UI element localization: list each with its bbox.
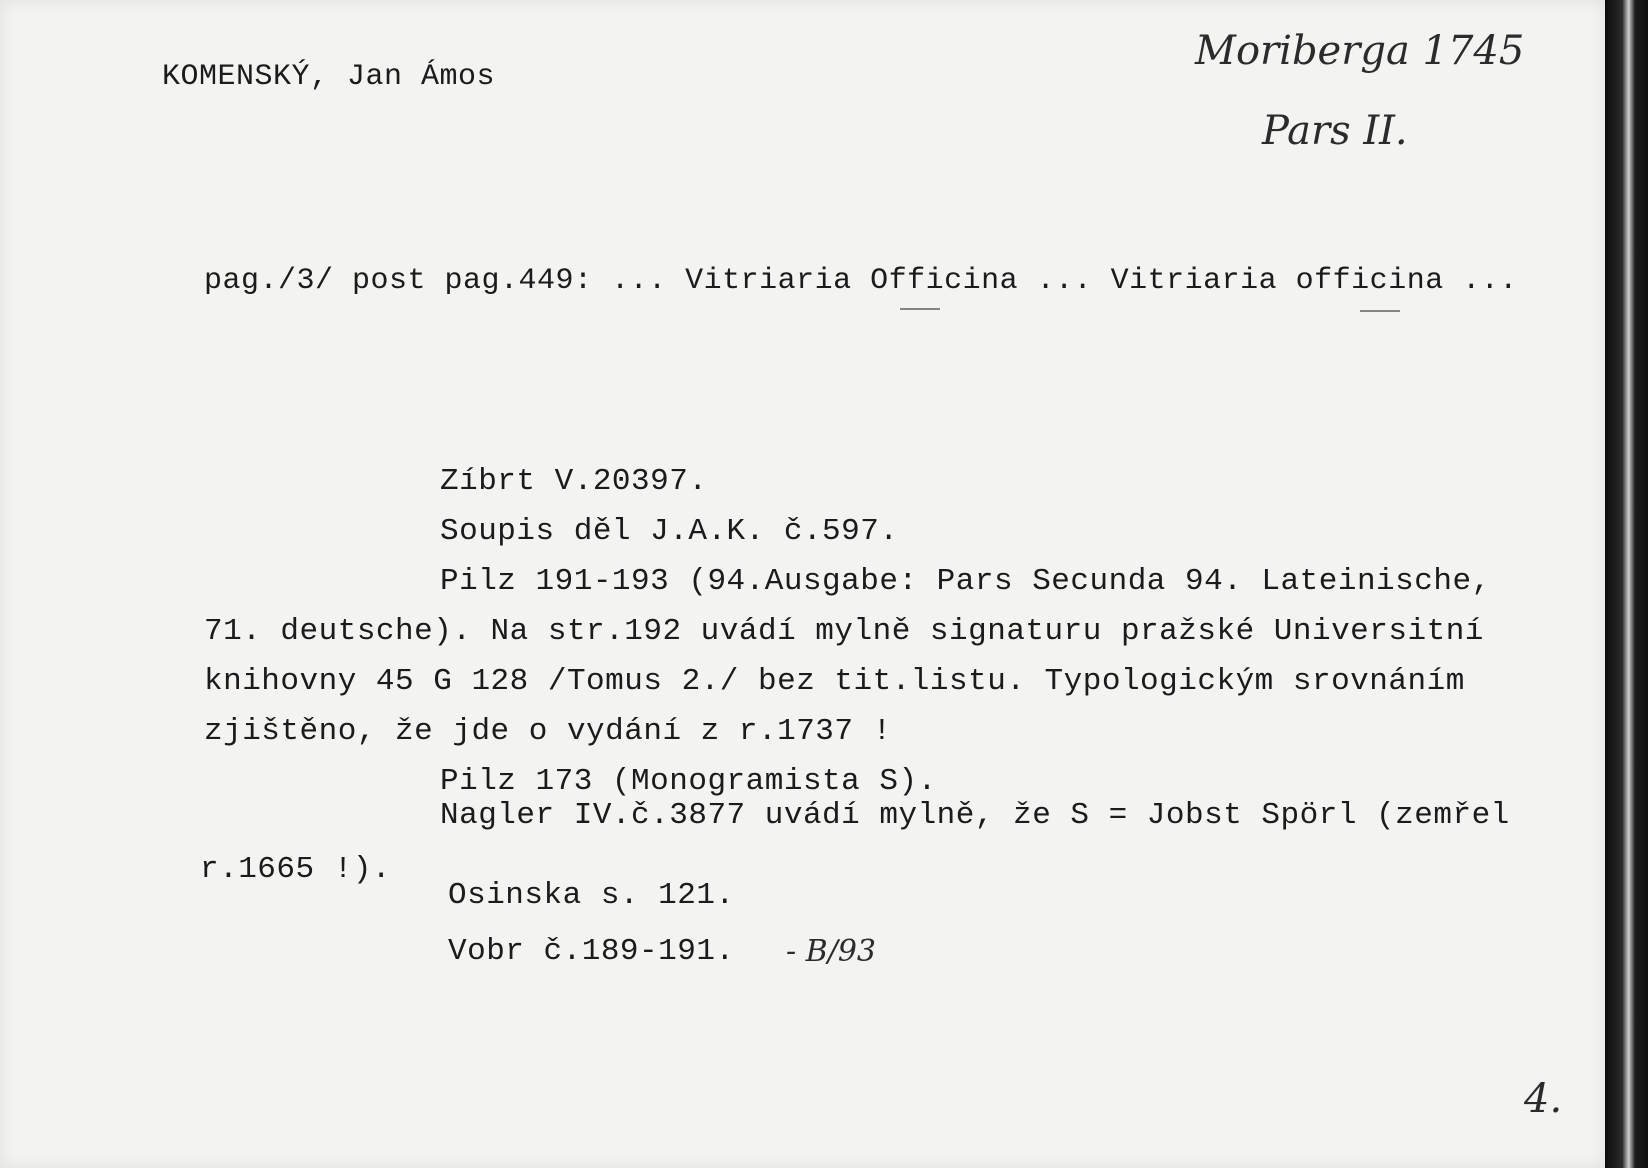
entry-pilz-2: 71. deutsche). Na str.192 uvádí mylně signaturu pražské Universitní (204, 614, 1484, 649)
entry-soupis: Soupis děl J.A.K. č.597. (440, 514, 899, 549)
entry-pilz-4: zjištěno, že jde o vydání z r.1737 ! (204, 714, 892, 749)
card-heading: KOMENSKÝ, Jan Ámos (162, 60, 496, 94)
entry-nagler-2: r.1665 !). (200, 852, 392, 887)
reference-line: pag./3/ post pag.449: ... Vitriaria Officina ... Vitriaria officina ... (204, 264, 1518, 298)
entry-zibrt: Zíbrt V.20397. (440, 464, 708, 499)
handwritten-pars: Pars II. (1262, 108, 1408, 154)
handwritten-shelf-note: - B/93 (786, 934, 876, 969)
card-edge-shadow (1605, 0, 1648, 1168)
handwritten-place-date: Moriberga 1745 (1195, 28, 1525, 74)
page-number-mark: 4. (1524, 1076, 1563, 1122)
underline-mark (1360, 310, 1400, 312)
entry-pilz-173: Pilz 173 (Monogramista S). (440, 764, 937, 799)
entry-nagler-1: Nagler IV.č.3877 uvádí mylně, že S = Jobst Spörl (zemřel (440, 798, 1510, 833)
entry-pilz-1: Pilz 191-193 (94.Ausgabe: Pars Secunda 94. Lateinische, (440, 564, 1491, 599)
entry-pilz-3: knihovny 45 G 128 /Tomus 2./ bez tit.listu. Typologickým srovnáním (204, 664, 1465, 699)
underline-mark (900, 308, 940, 310)
entry-osinska: Osinska s. 121. (448, 878, 735, 913)
entry-vobr: Vobr č.189-191. (448, 934, 735, 969)
